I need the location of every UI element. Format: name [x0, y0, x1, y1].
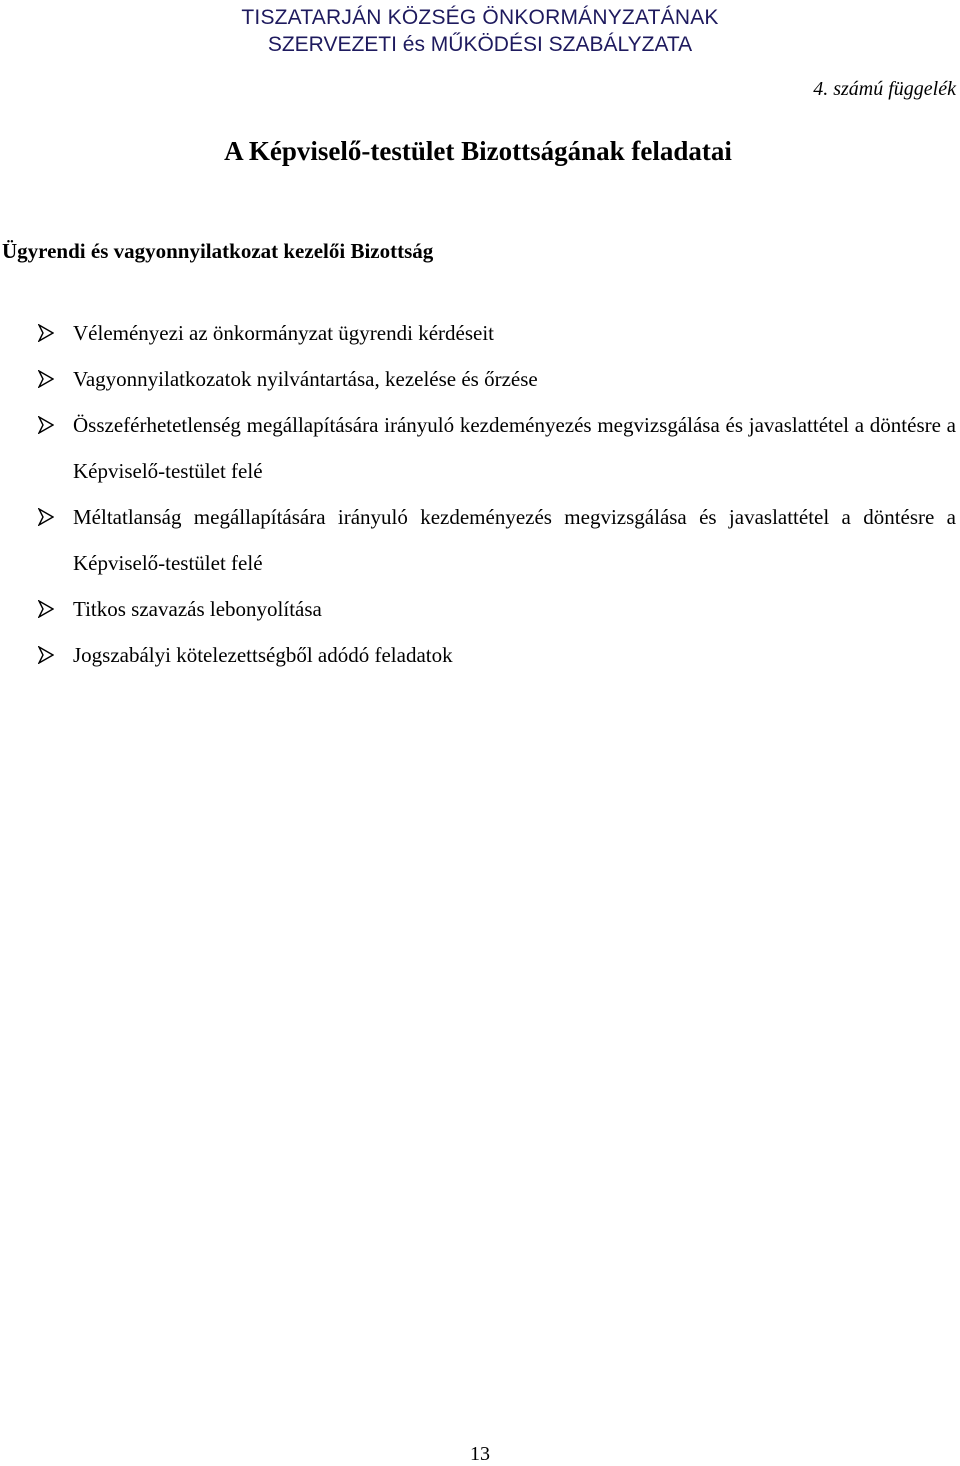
list-item-text: Jogszabályi kötelezettségből adódó feladatok [73, 643, 453, 667]
appendix-label: 4. számú függelék [813, 78, 956, 100]
page-number: 13 [470, 1443, 490, 1465]
arrowhead-bullet-icon [38, 402, 58, 448]
list-item-text: Véleményezi az önkormányzat ügyrendi kérdéseit [73, 321, 494, 345]
list-item-text: Vagyonnyilatkozatok nyilvántartása, kezelése és őrzése [73, 367, 538, 391]
page-title [0, 134, 960, 168]
list-item [0, 632, 960, 678]
header-line-1: TISZATARJÁN KÖZSÉG ÖNKORMÁNYZATÁNAK [241, 6, 719, 29]
arrowhead-bullet-icon [38, 586, 58, 632]
arrowhead-bullet-icon [38, 632, 58, 678]
page-title-text: A Képviselő-testület Bizottságának feladatai [224, 136, 732, 166]
list-item [0, 402, 960, 494]
list-item-text: Méltatlanság megállapítására irányuló kezdeményezés megvizsgálása és javaslattétel a döntésre a Képviselő-testület felé [73, 505, 956, 575]
list-item [0, 494, 960, 586]
arrowhead-bullet-icon [38, 356, 58, 402]
list-item-text: Titkos szavazás lebonyolítása [73, 597, 322, 621]
arrowhead-bullet-icon [38, 494, 58, 540]
document-header [0, 4, 960, 58]
arrowhead-bullet-icon [38, 310, 58, 356]
list-item [0, 586, 960, 632]
header-line-2: SZERVEZETI és MŰKÖDÉSI SZABÁLYZATA [267, 33, 693, 56]
list-item-text: Összeférhetetlenség megállapítására irányuló kezdeményezés megvizsgálása és javaslattétel a döntésre a Képviselő-testület felé [73, 413, 956, 483]
task-list [0, 310, 960, 678]
list-item [0, 310, 960, 356]
list-item [0, 356, 960, 402]
section-title: Ügyrendi és vagyonnyilatkozat kezelői Bizottság [2, 239, 434, 263]
